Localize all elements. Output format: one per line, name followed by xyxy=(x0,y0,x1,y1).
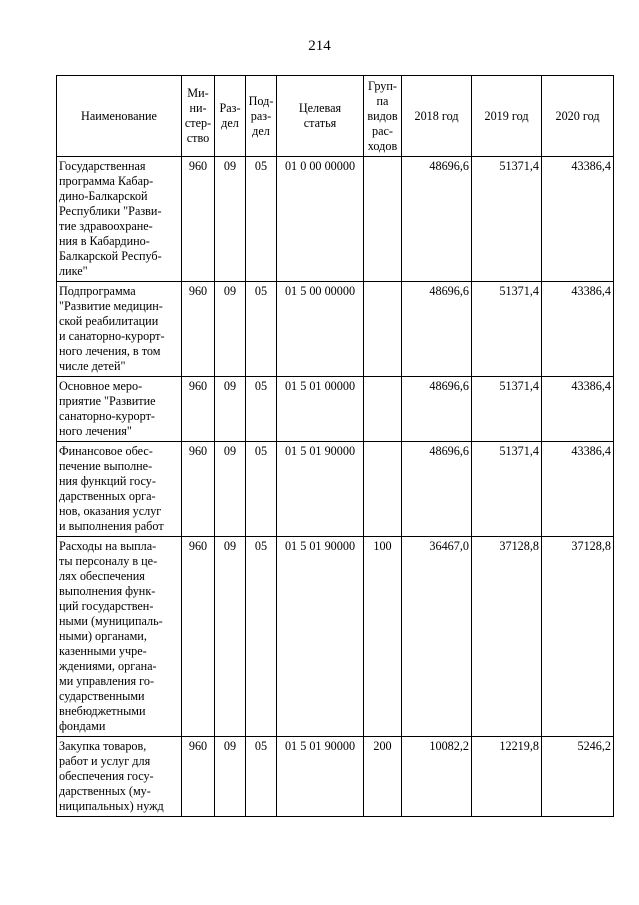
cell-2018: 48696,6 xyxy=(402,377,472,442)
cell-2019: 51371,4 xyxy=(472,377,542,442)
cell-name: Подпрограмма "Развитие медицин- ской реабилитации и санаторно-курорт- ного лечения, в том числе детей" xyxy=(57,282,182,377)
cell-ministry: 960 xyxy=(182,282,215,377)
cell-target: 01 0 00 00000 xyxy=(277,157,364,282)
header-target: Целевая статья xyxy=(277,76,364,157)
table-row xyxy=(57,282,614,377)
budget-table xyxy=(56,75,614,817)
header-subsection: Под- раз- дел xyxy=(246,76,277,157)
cell-ministry: 960 xyxy=(182,737,215,817)
cell-2020: 43386,4 xyxy=(542,442,614,537)
table-row xyxy=(57,737,614,817)
cell-target: 01 5 01 90000 xyxy=(277,737,364,817)
header-group: Груп- па видов рас- ходов xyxy=(364,76,402,157)
header-ministry: Ми- ни- стер- ство xyxy=(182,76,215,157)
cell-subsection: 05 xyxy=(246,537,277,737)
cell-target: 01 5 01 90000 xyxy=(277,537,364,737)
cell-name: Закупка товаров, работ и услуг для обеспечения госу- дарственных (му- ниципальных) нужд xyxy=(57,737,182,817)
cell-2020: 43386,4 xyxy=(542,282,614,377)
cell-subsection: 05 xyxy=(246,442,277,537)
cell-name: Основное меро- приятие "Развитие санаторно-курорт- ного лечения" xyxy=(57,377,182,442)
cell-2018: 48696,6 xyxy=(402,442,472,537)
header-section: Раз- дел xyxy=(215,76,246,157)
cell-section: 09 xyxy=(215,442,246,537)
cell-ministry: 960 xyxy=(182,537,215,737)
cell-subsection: 05 xyxy=(246,282,277,377)
cell-subsection: 05 xyxy=(246,737,277,817)
cell-subsection: 05 xyxy=(246,157,277,282)
cell-ministry: 960 xyxy=(182,377,215,442)
cell-2018: 10082,2 xyxy=(402,737,472,817)
cell-group xyxy=(364,377,402,442)
cell-ministry: 960 xyxy=(182,157,215,282)
cell-target: 01 5 01 90000 xyxy=(277,442,364,537)
cell-group xyxy=(364,282,402,377)
cell-group xyxy=(364,442,402,537)
cell-section: 09 xyxy=(215,282,246,377)
cell-group xyxy=(364,157,402,282)
cell-2020: 37128,8 xyxy=(542,537,614,737)
header-name: Наименование xyxy=(57,76,182,157)
table-row xyxy=(57,377,614,442)
cell-name: Государственная программа Кабар- дино-Балкарской Республики "Разви- тие здравоохране- ния в Кабардино- Балкарской Респуб- лике" xyxy=(57,157,182,282)
cell-section: 09 xyxy=(215,157,246,282)
header-2020: 2020 год xyxy=(542,76,614,157)
cell-name: Расходы на выпла- ты персоналу в це- лях обеспечения выполнения функ- ций государствен- ными (муниципаль- ными) органами, казенными учре- ждениями, органа- ми управления го- сударственными внебюджетными фондами xyxy=(57,537,182,737)
header-2019: 2019 год xyxy=(472,76,542,157)
cell-group: 200 xyxy=(364,737,402,817)
cell-2019: 37128,8 xyxy=(472,537,542,737)
header-2018: 2018 год xyxy=(402,76,472,157)
cell-target: 01 5 01 00000 xyxy=(277,377,364,442)
cell-2019: 51371,4 xyxy=(472,442,542,537)
cell-2018: 48696,6 xyxy=(402,157,472,282)
cell-target: 01 5 00 00000 xyxy=(277,282,364,377)
cell-2020: 43386,4 xyxy=(542,377,614,442)
cell-ministry: 960 xyxy=(182,442,215,537)
cell-2020: 5246,2 xyxy=(542,737,614,817)
cell-2018: 48696,6 xyxy=(402,282,472,377)
cell-2019: 51371,4 xyxy=(472,157,542,282)
cell-2019: 51371,4 xyxy=(472,282,542,377)
cell-2020: 43386,4 xyxy=(542,157,614,282)
cell-section: 09 xyxy=(215,377,246,442)
table-row xyxy=(57,442,614,537)
cell-2019: 12219,8 xyxy=(472,737,542,817)
cell-section: 09 xyxy=(215,537,246,737)
cell-2018: 36467,0 xyxy=(402,537,472,737)
table-row xyxy=(57,157,614,282)
cell-subsection: 05 xyxy=(246,377,277,442)
cell-group: 100 xyxy=(364,537,402,737)
page-number: 214 xyxy=(308,38,331,54)
cell-name: Финансовое обес- печение выполне- ния функций госу- дарственных орга- нов, оказания услуг и выполнения работ xyxy=(57,442,182,537)
table-row xyxy=(57,537,614,737)
table-header-row xyxy=(57,76,614,157)
cell-section: 09 xyxy=(215,737,246,817)
